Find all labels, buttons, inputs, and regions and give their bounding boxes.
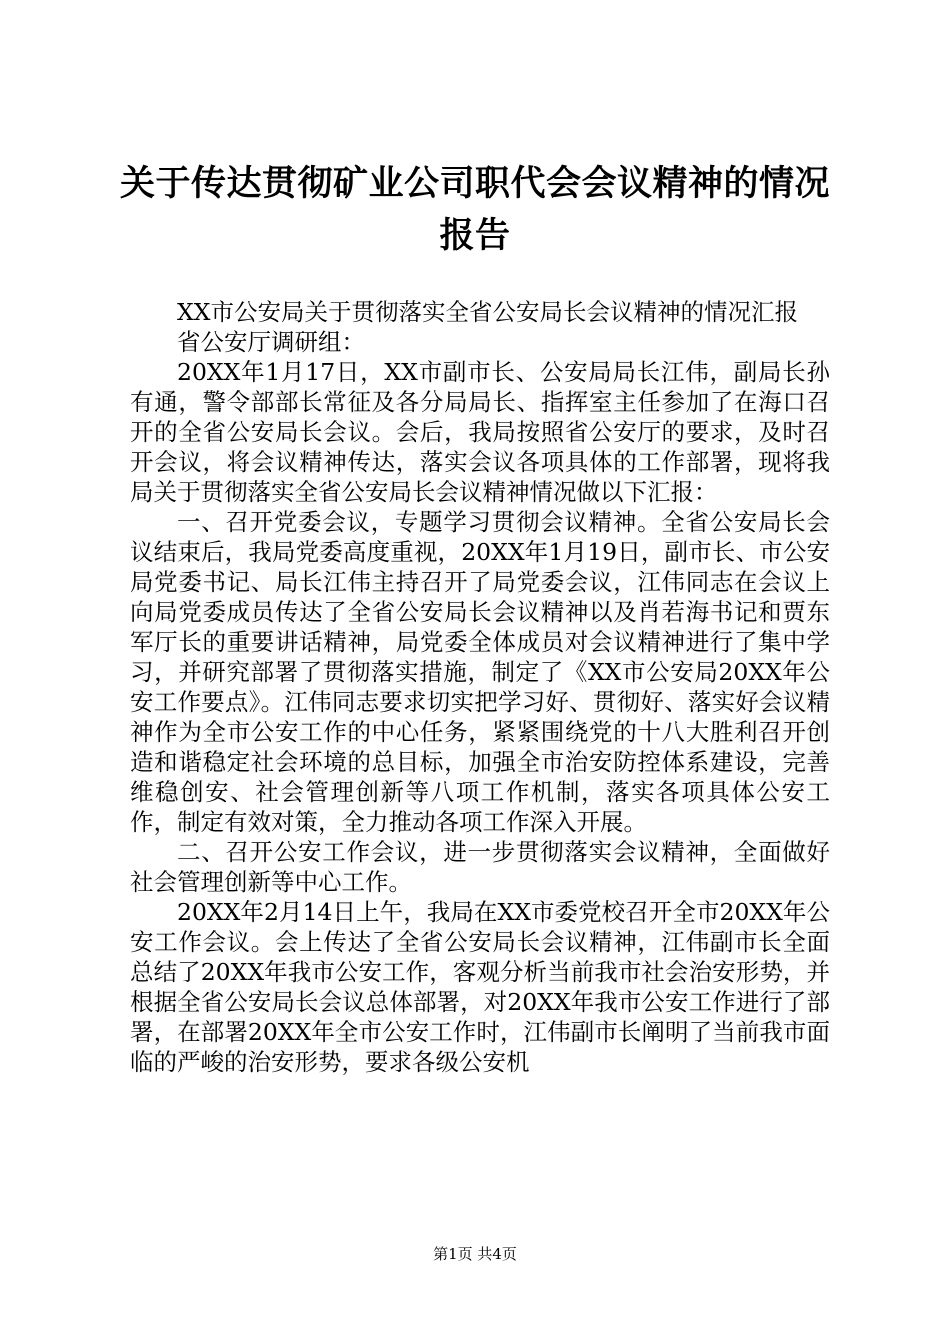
paragraph-salutation: 省公安厅调研组： xyxy=(177,328,365,356)
paragraph-heading-line: XX市公安局关于贯彻落实全省公安局长会议精神的情况汇报 xyxy=(177,298,798,326)
document-title: 关于传达贯彻矿业公司职代会会议精神的情况报告 xyxy=(120,164,831,256)
paragraph-section-two-heading: 二、召开公安工作会议，进一步贯彻落实会议精神，全面做好社会管理创新等中心工作。 xyxy=(130,838,830,896)
document-body xyxy=(130,297,830,1077)
page-footer: 第1页 共4页 xyxy=(433,1245,517,1263)
paragraph-section-one: 一、召开党委会议，专题学习贯彻会议精神。全省公安局长会议结束后，我局党委高度重视，20XX年1月19日，副市长、市公安局党委书记、局长江伟主持召开了局党委会议，江伟同志在会议上向局党委成员传达了全省公安局长会议精神以及肖若海书记和贾东军厅长的重要讲话精神，局党委全体成员对会议精神进行了集中学习，并研究部署了贯彻落实措施，制定了《XX市公安局20XX年公安工作要点》。江伟同志要求切实把学习好、贯彻好、落实好会议精神作为全市公安工作的中心任务，紧紧围绕党的十八大胜利召开创造和谐稳定社会环境的总目标，加强全市治安防控体系建设，完善维稳创安、社会管理创新等八项工作机制，落实各项具体公安工作，制定有效对策，全力推动各项工作深入开展。 xyxy=(130,508,830,836)
paragraph-section-two-body: 20XX年2月14日上午，我局在XX市委党校召开全市20XX年公安工作会议。会上传达了全省公安局长会议精神，江伟副市长全面总结了20XX年我市公安工作，客观分析当前我市社会治安形势，并根据全省公安局长会议总体部署，对20XX年我市公安工作进行了部署，在部署20XX年全市公安工作时，江伟副市长阐明了当前我市面临的严峻的治安形势，要求各级公安机 xyxy=(130,898,830,1076)
paragraph-intro: 20XX年1月17日，XX市副市长、公安局局长江伟，副局长孙有通，警令部部长常征及各分局局长、指挥室主任参加了在海口召开的全省公安局长会议。会后，我局按照省公安厅的要求，及时召开会议，将会议精神传达，落实会议各项具体的工作部署，现将我局关于贯彻落实全省公安局长会议精神情况做以下汇报： xyxy=(130,358,830,506)
